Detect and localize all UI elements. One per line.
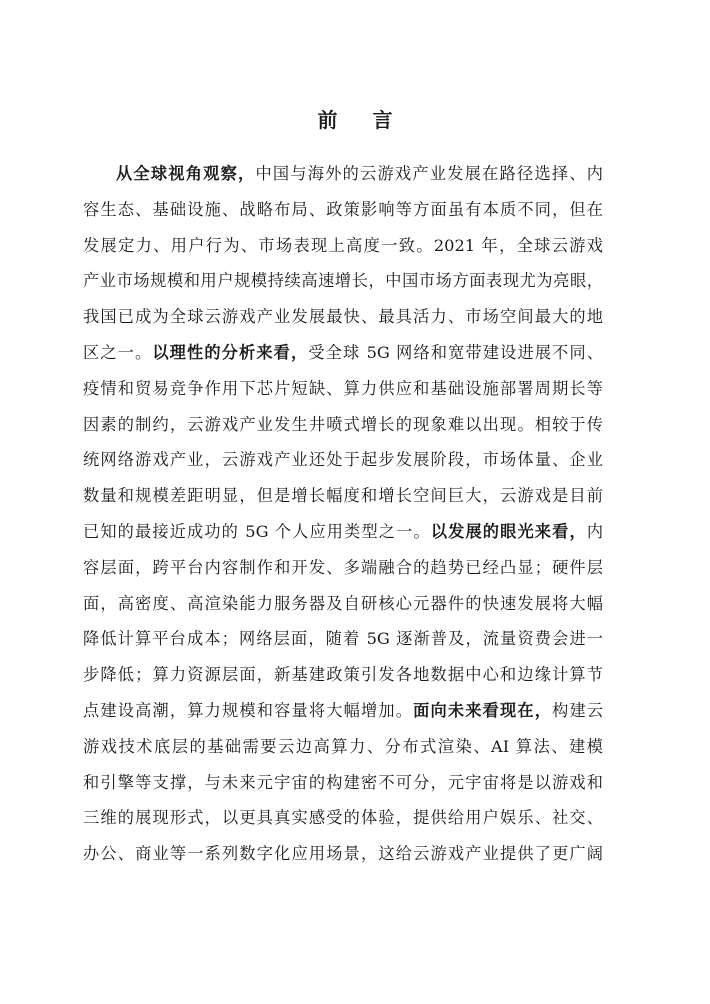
text-line — [83, 586, 603, 622]
bold-emphasis: 以理性的分析来看， — [152, 342, 309, 362]
bold-emphasis: 从全球视角观察， — [116, 164, 256, 183]
text-line — [83, 371, 603, 407]
text-line — [83, 514, 603, 550]
text-line — [83, 299, 603, 335]
text-segment: 区之一。 — [83, 342, 153, 362]
text-line — [83, 729, 603, 765]
text-line — [83, 621, 603, 657]
text-line — [83, 478, 603, 514]
page-title: 前 言 — [317, 108, 407, 132]
text-segment: 发展定力、用户行为、市场表现上高度一致。2021 年，全球云游戏 — [83, 235, 603, 255]
text-line — [83, 228, 603, 264]
text-line — [83, 335, 603, 371]
text-segment: 疫情和贸易竞争作用下芯片短缺、算力供应和基础设施部署周期长等 — [83, 378, 603, 398]
text-line — [83, 765, 603, 801]
text-segment: 游戏技术底层的基础需要云边高算力、分布式渲染、AI 算法、建模 — [83, 736, 603, 756]
text-segment: 数量和规模差距明显，但是增长幅度和增长空间巨大，云游戏是目前 — [83, 486, 603, 506]
bold-emphasis: 以发展的眼光来看， — [430, 521, 587, 541]
text-segment: 点建设高潮，算力规模和容量将大幅增加。 — [83, 700, 414, 720]
text-segment: 容生态、基础设施、战略布局、政策影响等方面虽有本质不同，但在 — [83, 199, 603, 219]
text-segment: 面，高密度、高渲染能力服务器及自研核心元器件的快速发展将大幅 — [83, 593, 603, 613]
text-segment: 构建云 — [552, 700, 604, 720]
text-segment: 已知的最接近成功的 5G 个人应用类型之一。 — [83, 521, 431, 541]
text-line — [83, 407, 603, 443]
bold-emphasis: 面向未来看现在， — [413, 700, 553, 720]
text-line — [83, 263, 603, 299]
text-segment: 因素的制约，云游戏产业发生井喷式增长的现象难以出现。相较于传 — [83, 414, 603, 434]
text-line — [83, 156, 603, 192]
text-line — [83, 192, 603, 228]
text-segment: 降低计算平台成本；网络层面，随着 5G 逐渐普及，流量资费会进一 — [83, 629, 603, 649]
text-segment: 统网络游戏产业，云游戏产业还处于起步发展阶段，市场体量、企业 — [83, 450, 603, 470]
text-segment: 内 — [586, 521, 603, 541]
text-segment: 我国已成为全球云游戏产业发展最快、最具活力、市场空间最大的地 — [83, 307, 603, 327]
text-line — [83, 693, 603, 729]
text-line — [83, 836, 603, 872]
text-segment: 产业市场规模和用户规模持续高速增长，中国市场方面表现尤为亮眼， — [83, 271, 603, 291]
text-segment: 步降低；算力资源层面，新基建政策引发各地数据中心和边缘计算节 — [83, 665, 603, 685]
text-segment: 容层面，跨平台内容制作和开发、多端融合的趋势已经凸显；硬件层 — [83, 557, 603, 577]
text-line — [83, 800, 603, 836]
text-segment: 受全球 5G 网络和宽带建设进展不同、 — [308, 342, 604, 362]
text-line — [83, 442, 603, 478]
text-line — [83, 550, 603, 586]
text-line — [83, 657, 603, 693]
text-segment: 和引擎等支撑，与未来元宇宙的构建密不可分，元宇宙将是以游戏和 — [83, 772, 603, 792]
text-segment: 三维的展现形式，以更具真实感受的体验，提供给用户娱乐、社交、 — [83, 808, 603, 828]
body-text — [83, 156, 603, 872]
text-segment: 办公、商业等一系列数字化应用场景，这给云游戏产业提供了更广阔 — [83, 844, 603, 864]
text-segment: 中国与海外的云游戏产业发展在路径选择、内 — [255, 164, 603, 183]
